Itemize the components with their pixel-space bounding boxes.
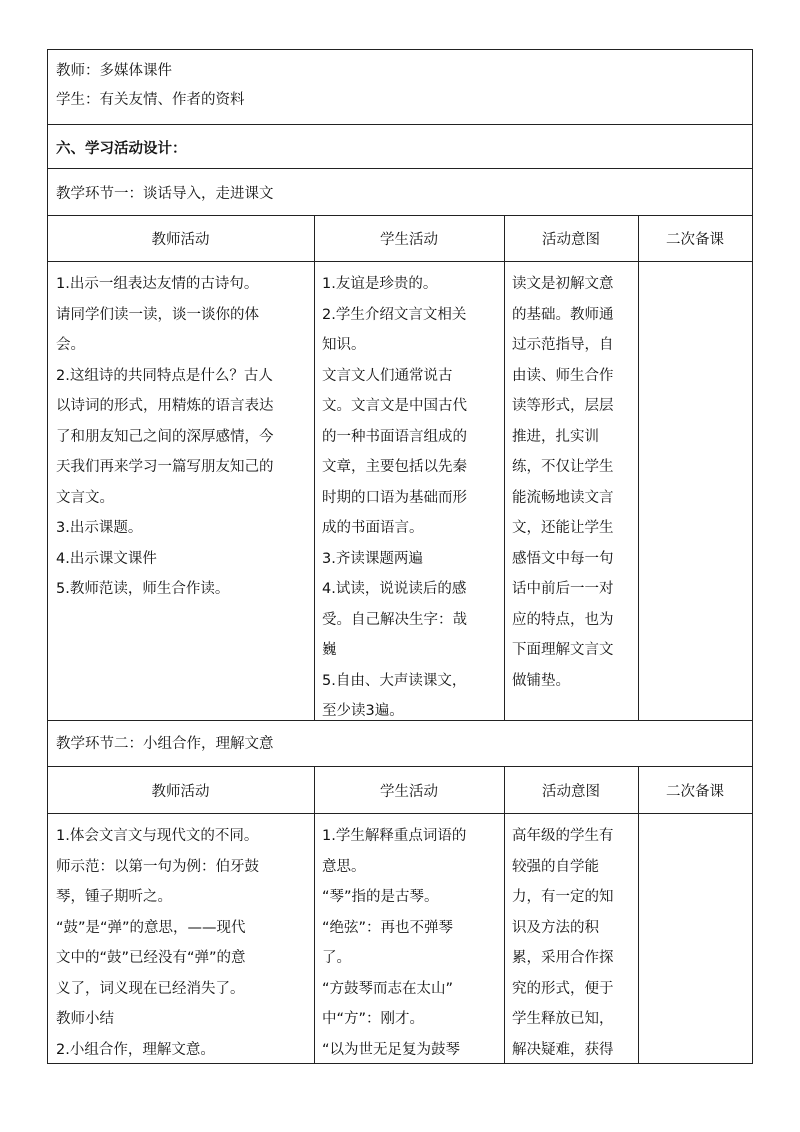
- header-student-activity: 学生活动: [380, 232, 438, 248]
- text-line: 2.小组合作，理解文意。: [56, 1041, 215, 1058]
- text-line: 话中前后一一对: [512, 581, 614, 597]
- header-second-prep: 二次备课: [666, 784, 724, 800]
- column-divider: [504, 215, 505, 720]
- text-line: 做铺垫。: [512, 672, 570, 689]
- column-divider: [638, 766, 639, 1064]
- text-line: 解决疑难，获得: [512, 1041, 614, 1058]
- text-line: 5.教师范读，师生合作读。: [56, 581, 230, 597]
- text-line: 教师小结: [56, 1011, 114, 1027]
- teacher-materials: 教师：多媒体课件: [56, 63, 172, 79]
- text-line: 义了，词义现在已经消失了。: [56, 980, 245, 997]
- column-divider: [638, 215, 639, 720]
- text-line: 至少读3遍。: [322, 703, 404, 719]
- text-line: 3.齐读课题两遍: [322, 550, 423, 567]
- text-line: 文，还能让学生: [512, 520, 614, 536]
- row-divider: [47, 215, 753, 216]
- text-line: “方鼓琴而志在太山”: [322, 980, 454, 997]
- text-line: “鼓”是“弹”的意思，——现代: [56, 919, 246, 936]
- text-line: 2.学生介绍文言文相关: [322, 306, 467, 323]
- header-student-activity: 学生活动: [380, 784, 438, 800]
- header-teacher-activity: 教师活动: [151, 232, 210, 248]
- text-line: 师示范：以第一句为例：伯牙鼓: [56, 858, 259, 875]
- text-line: 请同学们读一读，谈一谈你的体: [56, 306, 259, 323]
- text-line: 1.学生解释重点词语的: [322, 828, 467, 844]
- text-line: 文中的“鼓”已经没有“弹”的意: [56, 950, 246, 966]
- text-line: 的一种书面语言组成的: [322, 428, 467, 445]
- text-line: 文言文。: [56, 489, 114, 506]
- text-line: 读等形式，层层: [512, 398, 614, 414]
- segment-1-activity-intent: [506, 269, 636, 696]
- text-line: 受。自己解决生字：哉: [322, 611, 467, 628]
- text-line: 读文是初解文意: [512, 276, 614, 292]
- text-line: 1.体会文言文与现代文的不同。: [56, 828, 259, 844]
- text-line: 的基础。教师通: [512, 306, 614, 323]
- text-line: 巍: [322, 642, 337, 658]
- text-line: 高年级的学生有: [512, 828, 614, 844]
- text-line: 能流畅地读文言: [512, 489, 614, 506]
- text-line: 应的特点，也为: [512, 611, 614, 628]
- text-line: 文章，主要包括以先秦: [322, 459, 467, 475]
- text-line: 下面理解文言文: [512, 642, 614, 658]
- text-line: 会。: [56, 337, 85, 353]
- header-activity-intent: 活动意图: [542, 784, 600, 800]
- text-line: 文言文人们通常说古: [322, 367, 453, 384]
- text-line: 学生释放已知，: [512, 1011, 614, 1027]
- text-line: 1.友谊是珍贵的。: [322, 276, 438, 292]
- text-line: “绝弦”：再也不弹琴: [322, 919, 454, 936]
- table-bottom-border: [47, 1063, 753, 1064]
- row-divider: [47, 720, 753, 721]
- row-divider: [47, 261, 753, 262]
- segment-2-teacher-activity: [50, 821, 312, 1061]
- text-line: 知识。: [322, 337, 366, 353]
- text-line: 天我们再来学习一篇写朋友知己的: [56, 459, 274, 475]
- text-line: 究的形式，便于: [512, 980, 614, 997]
- row-divider: [47, 124, 753, 125]
- text-line: 识及方法的积: [512, 919, 599, 936]
- segment-1-title: 教学环节一：谈话导入，走进课文: [56, 186, 274, 202]
- header-second-prep: 二次备课: [666, 232, 724, 248]
- text-line: “以为世无足复为鼓琴: [322, 1041, 461, 1058]
- text-line: 推进，扎实训: [512, 428, 599, 445]
- table-top-border: [47, 49, 753, 50]
- materials-block: [56, 60, 736, 112]
- text-line: 1.出示一组表达友情的古诗句。: [56, 276, 259, 292]
- text-line: 5.自由、大声读课文，: [322, 672, 467, 689]
- text-line: “琴”指的是古琴。: [322, 889, 439, 905]
- text-line: 累，采用合作探: [512, 950, 614, 966]
- text-line: 以诗词的形式，用精炼的语言表达: [56, 398, 274, 414]
- text-line: 琴，锺子期听之。: [56, 889, 172, 905]
- text-line: 时期的口语为基础而形: [322, 489, 467, 506]
- text-line: 中“方”：刚才。: [322, 1011, 425, 1027]
- text-line: 感悟文中每一句: [512, 550, 614, 567]
- segment-2-student-activity: [316, 821, 502, 1061]
- text-line: 练，不仅让学生: [512, 459, 614, 475]
- row-divider: [47, 813, 753, 814]
- segment-2-title: 教学环节二：小组合作，理解文意: [56, 736, 274, 752]
- header-teacher-activity: 教师活动: [151, 784, 210, 800]
- segment-1-student-activity: [316, 269, 502, 727]
- text-line: 文。文言文是中国古代: [322, 398, 467, 414]
- text-line: 4.出示课文课件: [56, 550, 157, 567]
- column-divider: [314, 215, 315, 720]
- text-line: 较强的自学能: [512, 858, 599, 875]
- table-right-border: [752, 49, 753, 1064]
- segment-2-activity-intent: [506, 821, 636, 1061]
- section-title: 六、学习活动设计：: [56, 141, 187, 157]
- text-line: 成的书面语言。: [322, 520, 424, 536]
- table-left-border: [47, 49, 48, 1064]
- text-line: 4.试读，说说读后的感: [322, 581, 467, 597]
- text-line: 过示范指导，自: [512, 337, 614, 353]
- text-line: 由读、师生合作: [512, 367, 614, 384]
- text-line: 意思。: [322, 858, 366, 875]
- student-materials: 学生：有关友情、作者的资料: [56, 92, 245, 108]
- text-line: 力，有一定的知: [512, 889, 614, 905]
- text-line: 2.这组诗的共同特点是什么？古人: [56, 367, 273, 384]
- column-divider: [504, 766, 505, 1064]
- segment-1-teacher-activity: [50, 269, 312, 605]
- text-line: 了。: [322, 950, 351, 966]
- header-activity-intent: 活动意图: [542, 232, 600, 248]
- row-divider: [47, 168, 753, 169]
- column-divider: [314, 766, 315, 1064]
- text-line: 了和朋友知己之间的深厚感情，今: [56, 428, 274, 445]
- row-divider: [47, 766, 753, 767]
- text-line: 3.出示课题。: [56, 520, 143, 536]
